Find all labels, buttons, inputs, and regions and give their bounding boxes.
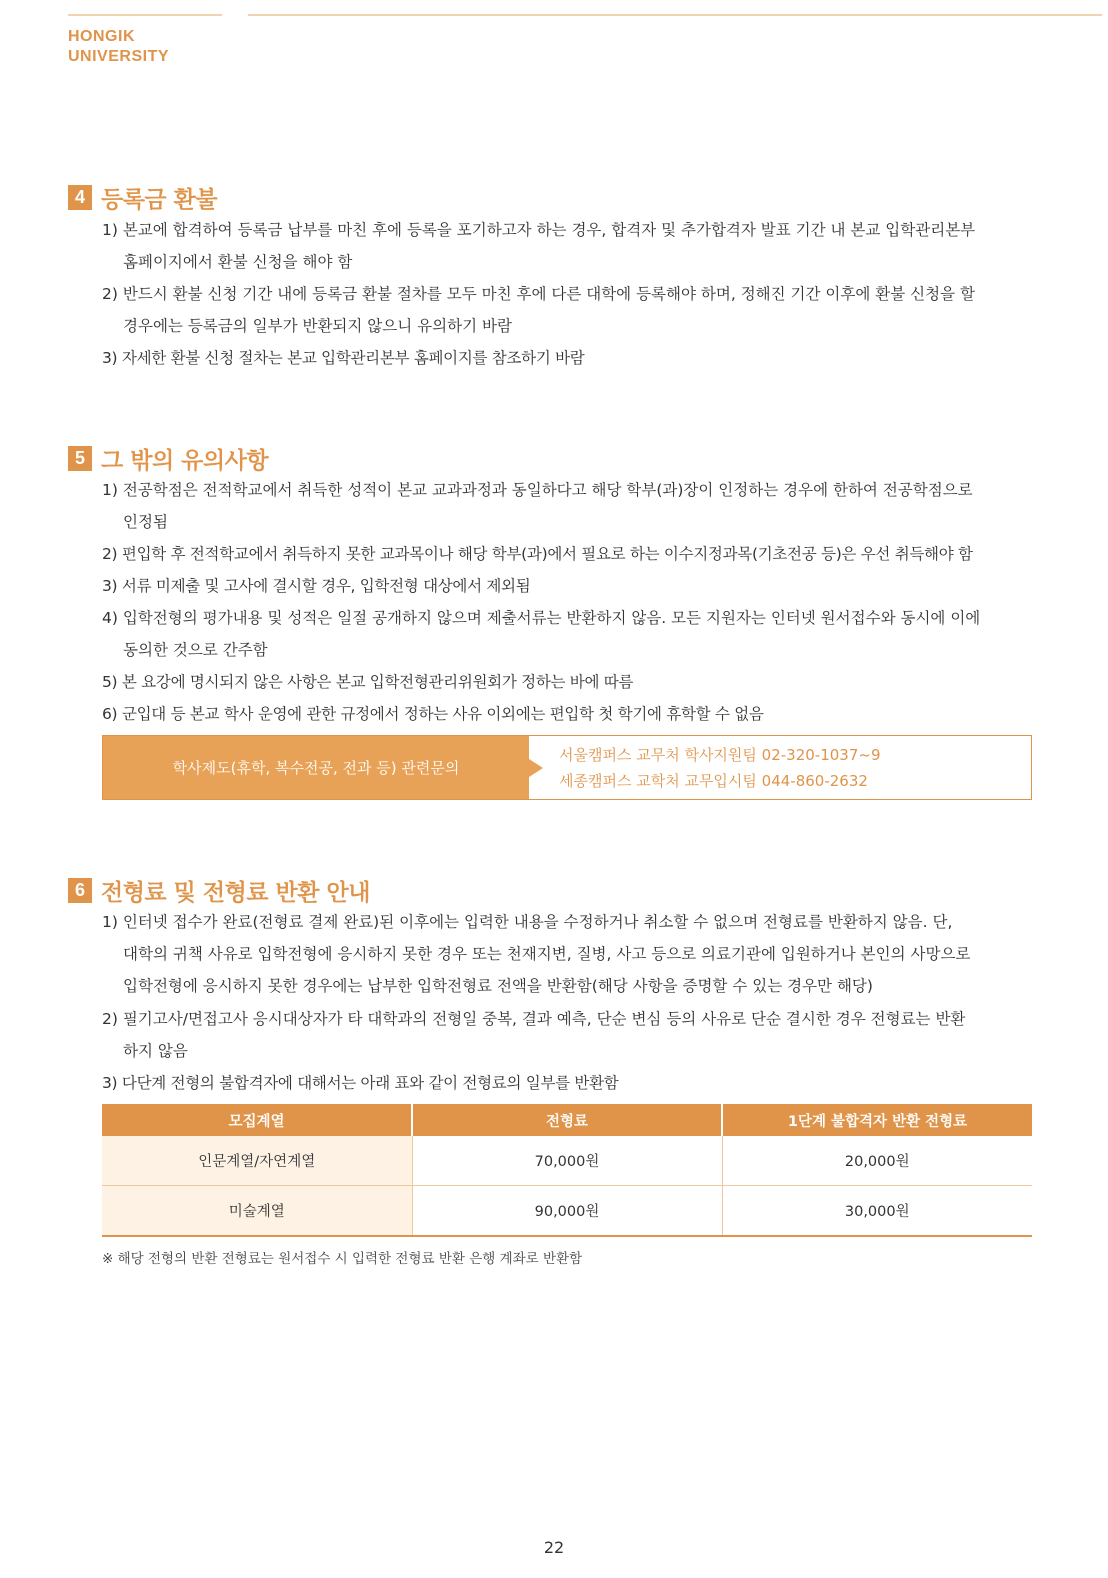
list-item	[102, 906, 1036, 1002]
table-header-row	[102, 1104, 1032, 1136]
list-item	[102, 666, 1036, 698]
table-row	[102, 1136, 1032, 1186]
logo-line-2: UNIVERSITY	[68, 48, 170, 65]
item-text: 5) 본 요강에 명시되지 않은 사항은 본교 입학전형관리위원회가 정하는 바에 따름	[102, 673, 634, 691]
item-text-continued: 하지 않음	[123, 1042, 188, 1060]
refund-fee-table	[102, 1104, 1032, 1237]
list-item	[102, 538, 1036, 570]
section-title: 등록금 환불	[101, 187, 218, 213]
contact-info	[529, 736, 1031, 799]
item-text: 1) 인터넷 접수가 완료(전형료 결제 완료)된 이후에는 입력한 내용을 수정하거나 취소할 수 없으며 전형료를 반환하지 않음. 단,	[102, 913, 953, 931]
section-5-heading	[68, 442, 268, 475]
table-footnote: ※ 해당 전형의 반환 전형료는 원서접수 시 입력한 전형료 반환 은행 계좌로 반환함	[102, 1251, 583, 1267]
table-row	[102, 1186, 1032, 1237]
table-cell: 인문계열/자연계열	[102, 1136, 412, 1186]
column-header: 전형료	[412, 1104, 722, 1136]
header-rule-left	[68, 14, 222, 16]
arrow-right-icon	[529, 759, 543, 777]
logo-line-1: HONGIK	[68, 28, 135, 45]
list-item	[102, 570, 1036, 602]
list-item	[102, 698, 1036, 730]
table-cell: 70,000원	[412, 1136, 722, 1186]
contact-box	[102, 735, 1032, 800]
section-title: 전형료 및 전형료 반환 안내	[101, 880, 370, 906]
contact-sejong: 세종캠퍼스 교학처 교무입시팀 044-860-2632	[559, 771, 868, 790]
item-text-continued: 대학의 귀책 사유로 입학전형에 응시하지 못한 경우 또는 천재지변, 질병, 사고 등으로 의료기관에 입원하거나 본인의 사망으로	[123, 945, 971, 963]
item-text: 1) 본교에 합격하여 등록금 납부를 마친 후에 등록을 포기하고자 하는 경우, 합격자 및 추가합격자 발표 기간 내 본교 입학관리본부	[102, 221, 976, 239]
contact-label	[103, 736, 529, 799]
item-text-continued: 경우에는 등록금의 일부가 반환되지 않으니 유의하기 바람	[123, 317, 512, 335]
item-text: 3) 자세한 환불 신청 절차는 본교 입학관리본부 홈페이지를 참조하기 바람	[102, 349, 585, 367]
page-number: 22	[543, 1538, 565, 1557]
item-text: 2) 필기고사/면접고사 응시대상자가 타 대학과의 전형일 중복, 결과 예측, 단순 변심 등의 사유로 단순 결시한 경우 전형료는 반환	[102, 1010, 966, 1028]
university-logo	[68, 27, 169, 67]
table-cell: 90,000원	[412, 1186, 722, 1237]
list-item	[102, 1067, 1036, 1099]
list-item	[102, 278, 1036, 342]
item-text-continued: 인정됨	[123, 513, 168, 531]
list-item	[102, 214, 1036, 278]
contact-label-text: 학사제도(휴학, 복수전공, 전과 등) 관련문의	[172, 759, 460, 777]
section-number-badge: 4	[68, 185, 92, 210]
header-rule-right	[248, 14, 1102, 16]
section-number-badge: 5	[68, 446, 92, 471]
table-cell: 20,000원	[722, 1136, 1032, 1186]
item-text: 2) 편입학 후 전적학교에서 취득하지 못한 교과목이나 해당 학부(과)에서 필요로 하는 이수지정과목(기초전공 등)은 우선 취득해야 함	[102, 545, 973, 563]
item-text: 3) 서류 미제출 및 고사에 결시할 경우, 입학전형 대상에서 제외됨	[102, 577, 531, 595]
item-text: 3) 다단계 전형의 불합격자에 대해서는 아래 표와 같이 전형료의 일부를 반환함	[102, 1074, 619, 1092]
item-text: 4) 입학전형의 평가내용 및 성적은 일절 공개하지 않으며 제출서류는 반환하지 않음. 모든 지원자는 인터넷 원서접수와 동시에 이에	[102, 609, 981, 627]
list-item	[102, 342, 1036, 374]
list-item	[102, 474, 1036, 538]
column-header: 1단계 불합격자 반환 전형료	[722, 1104, 1032, 1136]
table-cell: 30,000원	[722, 1186, 1032, 1237]
section-6-heading	[68, 874, 370, 907]
list-item	[102, 1003, 1036, 1067]
item-text-continued: 홈페이지에서 환불 신청을 해야 함	[123, 253, 353, 271]
column-header: 모집계열	[102, 1104, 412, 1136]
item-text: 2) 반드시 환불 신청 기간 내에 등록금 환불 절차를 모두 마친 후에 다른 대학에 등록해야 하며, 정해진 기간 이후에 환불 신청을 할	[102, 285, 975, 303]
section-4-heading	[68, 181, 217, 214]
section-title: 그 밖의 유의사항	[101, 448, 269, 474]
table-cell: 미술계열	[102, 1186, 412, 1237]
section-number-badge: 6	[68, 878, 92, 903]
item-text-continued: 입학전형에 응시하지 못한 경우에는 납부한 입학전형료 전액을 반환함(해당 사항을 증명할 수 있는 경우만 해당)	[123, 977, 873, 995]
list-item	[102, 602, 1036, 666]
contact-seoul: 서울캠퍼스 교무처 학사지원팀 02-320-1037~9	[559, 745, 881, 764]
item-text-continued: 동의한 것으로 간주함	[123, 641, 268, 659]
item-text: 1) 전공학점은 전적학교에서 취득한 성적이 본교 교과과정과 동일하다고 해당 학부(과)장이 인정하는 경우에 한하여 전공학점으로	[102, 481, 973, 499]
item-text: 6) 군입대 등 본교 학사 운영에 관한 규정에서 정하는 사유 이외에는 편입학 첫 학기에 휴학할 수 없음	[102, 705, 764, 723]
